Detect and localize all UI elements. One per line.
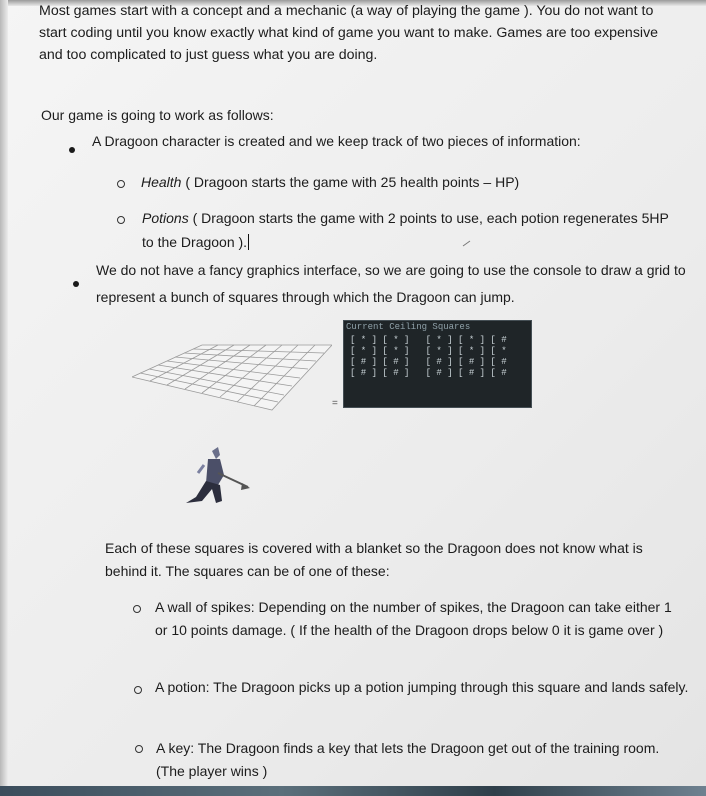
our-game-heading: Our game is going to work as follows: [41, 107, 274, 123]
console-grid [350, 335, 507, 379]
option-key: A key: The Dragoon finds a key that lets the Dragoon get out of the training room. (The player wins ) [156, 740, 660, 779]
intro-paragraph: Most games start with a concept and a mechanic (a way of playing the game ). You do not want to start coding until you know exactly what kind of game you want to make. Games are too expensive and too complicated to just guess what you are doing. [39, 3, 659, 63]
sub-bullet-marker [133, 605, 141, 613]
health-text: ( Dragoon starts the game with 25 health points – HP) [181, 174, 520, 190]
option-spikes: A wall of spikes: Depending on the number of spikes, the Dragoon can take either 1 or 10 points damage. ( If the health of the Dragoon drops below 0 it is game over ) [155, 599, 672, 638]
sub-bullet-marker [117, 180, 125, 188]
console-row: [ # ] [ # ] [ # ] [ # ] [ # [350, 357, 507, 367]
dragoon-character-icon [178, 445, 250, 511]
sub-bullet-marker [135, 745, 143, 753]
console-screenshot [343, 320, 532, 408]
bullet-dragoon-info: A Dragoon character is created and we keep track of two pieces of information: [92, 133, 581, 149]
sub-bullet-marker [117, 216, 125, 224]
sub-item-potions [142, 206, 682, 254]
sub-item-health [141, 170, 519, 194]
option-potion: A potion: The Dragoon picks up a potion jumping through this square and lands safely. [155, 679, 689, 695]
console-title: Current Ceiling Squares [346, 322, 471, 332]
potions-text: ( Dragoon starts the game with 2 points to use, each potion regenerates 5HP to the Dragoon ). [142, 210, 669, 250]
health-label: Health [141, 174, 182, 190]
text-cursor [248, 234, 249, 250]
potions-label: Potions [142, 210, 189, 226]
sub-bullet-marker [134, 686, 142, 694]
stray-mark-icon [462, 238, 472, 248]
taskbar-strip [0, 786, 706, 796]
bullet-console-grid: We do not have a fancy graphics interface, so we are going to use the console to draw a grid to represent a bunch of squares through which the Dragoon can jump. [96, 262, 686, 305]
page-left-edge [0, 0, 8, 796]
bullet-marker [69, 147, 75, 153]
grid-illustration-icon [132, 335, 332, 415]
console-row: [ * ] [ * ] [ * ] [ * ] [ # [350, 335, 507, 345]
bullet-marker [73, 281, 79, 287]
equals-sign: = [332, 398, 338, 409]
console-row: [ # ] [ # ] [ # ] [ # ] [ # [350, 368, 507, 378]
squares-paragraph: Each of these squares is covered with a blanket so the Dragoon does not know what is behind it. The squares can be of one of these: [105, 540, 643, 579]
console-row: [ * ] [ * ] [ * ] [ * ] [ * [350, 346, 507, 356]
